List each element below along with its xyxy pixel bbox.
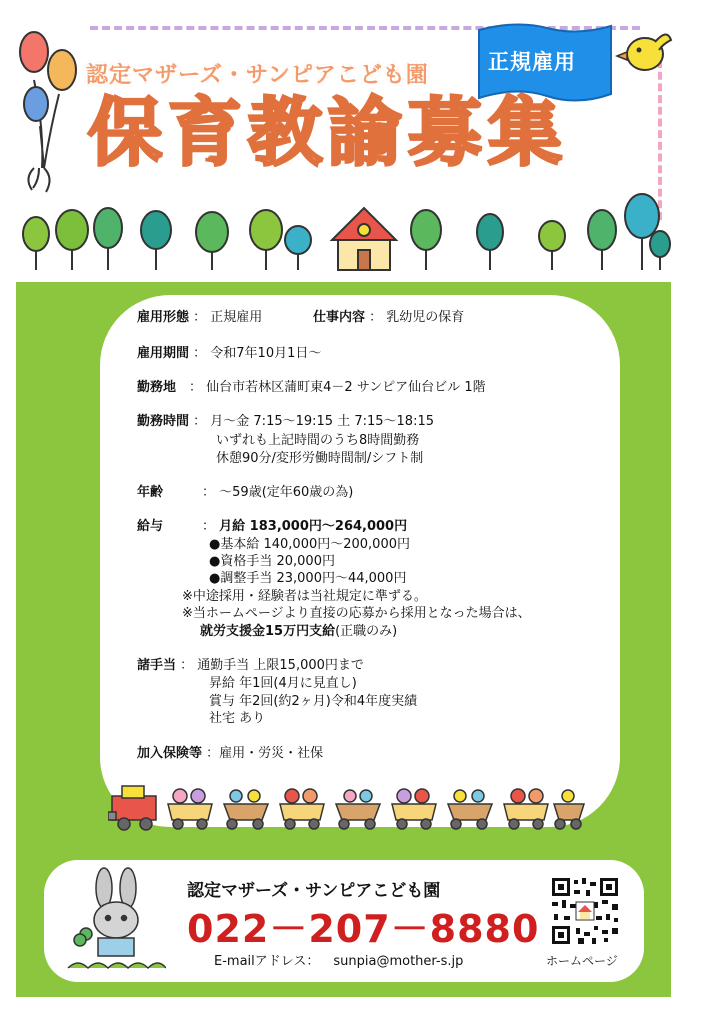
employment-period-row: 雇用期間 ： 令和7年10月1日～ xyxy=(137,346,322,361)
employment-type-label: 雇用形態 xyxy=(137,310,190,325)
header-area xyxy=(0,0,724,282)
allowances-line-2: 昇給 年1回(4月に見直し) xyxy=(209,676,357,691)
employment-badge: 正規雇用 xyxy=(488,50,576,74)
employment-type-value: 正規雇用 xyxy=(210,310,263,325)
salary-label: 給与 xyxy=(137,519,164,534)
workplace-value: 仙台市若林区蒲町東4－2 サンピア仙台ビル 1階 xyxy=(206,380,486,395)
job-content-label: 仕事内容 xyxy=(313,310,366,325)
trees-row-icon xyxy=(16,186,676,278)
allowances-row: 諸手当 ： 通勤手当 上限15,000円まで xyxy=(137,658,364,673)
hours-label: 勤務時間 xyxy=(137,414,190,429)
allowances-line-4: 社宅 あり xyxy=(209,711,266,726)
support-bonus-text: 就労支援金15万円支給 xyxy=(200,624,336,639)
email-link[interactable]: sunpia@mother-s.jp xyxy=(333,954,464,969)
hours-line-2: いずれも上記時間のうち8時間勤務 xyxy=(216,433,420,448)
contact-school-name: 認定マザーズ・サンピアこども園 xyxy=(187,881,441,901)
employment-period-label: 雇用期間 xyxy=(137,346,190,361)
contact-email-row xyxy=(214,950,463,969)
workplace-label: 勤務地 xyxy=(137,380,177,395)
allowances-label: 諸手当 xyxy=(137,658,177,673)
age-value: ～59歳(定年60歳の為) xyxy=(219,485,354,500)
salary-note-1: ※中途採用・経験者は当社規定に準ずる。 xyxy=(182,589,427,604)
support-bonus-note: (正職のみ) xyxy=(335,624,398,639)
bird-icon xyxy=(615,22,673,80)
email-label: E-mailアドレス： xyxy=(214,954,320,969)
school-name-header: 認定マザーズ・サンピアこども園 xyxy=(86,63,429,88)
homepage-label: ホームページ xyxy=(546,954,618,968)
salary-note-2: ※当ホームページより直接の応募から採用となった場合は、 xyxy=(182,606,531,621)
allowances-line-1: 通勤手当 上限15,000円まで xyxy=(197,658,364,673)
insurance-value: 雇用・労災・社保 xyxy=(219,746,324,761)
age-label: 年齢 xyxy=(137,485,164,500)
salary-base: ●基本給 140,000円～200,000円 xyxy=(209,537,410,552)
job-content-row: 仕事内容 ： 乳幼児の保育 xyxy=(313,310,465,325)
salary-adjustment: ●調整手当 23,000円～44,000円 xyxy=(209,571,407,586)
flower-train-icon xyxy=(108,782,586,832)
job-content-value: 乳幼児の保育 xyxy=(386,310,465,325)
salary-monthly: 月給 183,000円～264,000円 xyxy=(219,519,408,534)
insurance-label: 加入保険等 xyxy=(137,746,203,761)
rabbit-icon xyxy=(62,866,166,978)
employment-type-row: 雇用形態 ： 正規雇用 xyxy=(137,310,263,325)
workplace-row: 勤務地 ： 仙台市若林区蒲町東4－2 サンピア仙台ビル 1階 xyxy=(137,380,486,395)
age-row: 年齢 ： ～59歳(定年60歳の為) xyxy=(137,485,354,500)
contact-phone[interactable]: 022－207－8880 xyxy=(187,907,540,951)
salary-row: 給与 ： 月給 183,000円～264,000円 xyxy=(137,519,408,534)
allowances-line-3: 賞与 年2回(約2ヶ月)令和4年度実績 xyxy=(209,694,418,709)
hours-row: 勤務時間 ： 月～金 7:15～19:15 土 7:15～18:15 xyxy=(137,414,434,429)
balloons-icon xyxy=(14,18,86,198)
page-title: 保育教諭募集 xyxy=(88,90,568,176)
hours-line-1: 月～金 7:15～19:15 土 7:15～18:15 xyxy=(210,414,434,429)
qr-code-icon[interactable] xyxy=(550,876,620,946)
salary-qualification: ●資格手当 20,000円 xyxy=(209,554,335,569)
insurance-row: 加入保険等 ：雇用・労災・社保 xyxy=(137,746,324,761)
salary-note-3 xyxy=(200,622,397,642)
hours-line-3: 休憩90分/変形労働時間制/シフト制 xyxy=(216,451,424,466)
employment-period-value: 令和7年10月1日～ xyxy=(210,346,322,361)
